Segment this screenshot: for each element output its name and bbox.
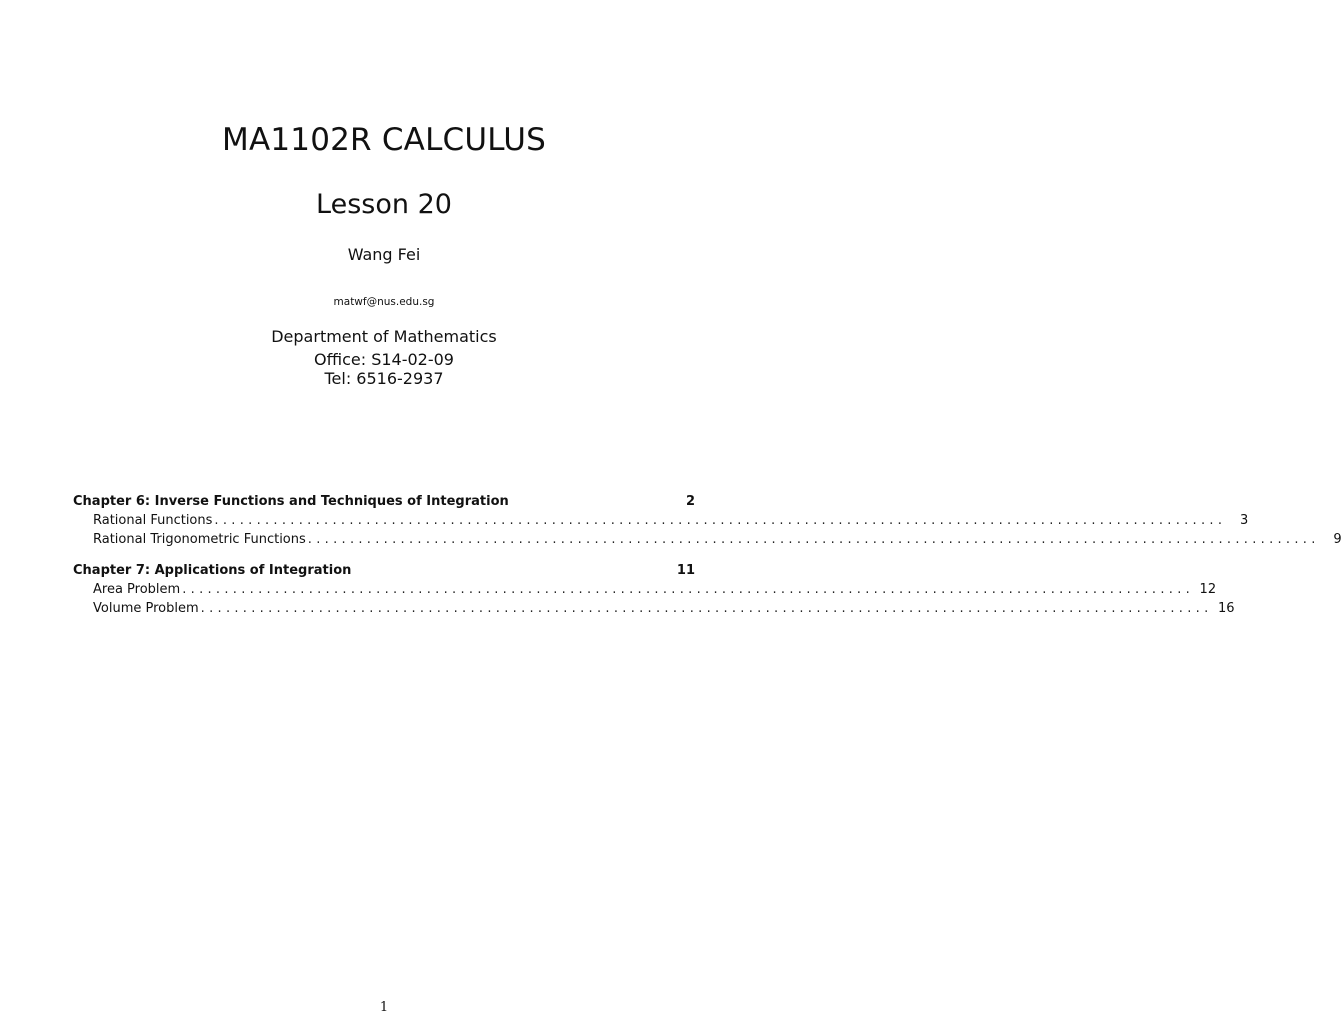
toc-dot-leader: ........................................................................................................................: [182, 582, 1195, 597]
table-of-contents: [73, 492, 1342, 618]
office: Office: S14-02-09: [314, 350, 454, 369]
toc-section-page: 3: [1240, 513, 1249, 528]
toc-section-label: Volume Problem: [93, 601, 199, 616]
toc-section-page: 9: [1333, 532, 1342, 547]
telephone: Tel: 6516-2937: [324, 369, 444, 388]
toc-dot-leader: ........................................................................................................................: [214, 513, 1227, 528]
toc-chapter-7[interactable]: [73, 561, 695, 580]
toc-section-volume-problem[interactable]: [73, 599, 1235, 618]
toc-chapter-6[interactable]: [73, 492, 695, 511]
toc-section-area-problem[interactable]: [73, 580, 1217, 599]
toc-chapter-page: 11: [676, 563, 695, 578]
toc-spacer: [73, 549, 695, 561]
toc-chapter-page: 2: [685, 494, 695, 509]
toc-chapter-label: Chapter 6: Inverse Functions and Techniques of Integration: [73, 494, 509, 509]
toc-dot-leader: ........................................................................................................................: [200, 601, 1213, 616]
toc-dot-leader: ........................................................................................................................: [307, 532, 1320, 547]
page-number: 1: [379, 1000, 389, 1015]
toc-section-label: Area Problem: [93, 582, 181, 597]
toc-section-label: Rational Functions: [93, 513, 213, 528]
toc-section-rational-functions[interactable]: [73, 511, 1249, 530]
toc-section-label: Rational Trigonometric Functions: [93, 532, 306, 547]
lesson-subtitle: Lesson 20: [316, 189, 452, 220]
document-title: MA1102R CALCULUS: [222, 122, 546, 158]
author-name: Wang Fei: [347, 245, 421, 264]
author-email: matwf@nus.edu.sg: [333, 296, 435, 308]
toc-section-rational-trigonometric-functions[interactable]: [73, 530, 1342, 549]
toc-section-page: 12: [1199, 582, 1217, 597]
toc-chapter-label: Chapter 7: Applications of Integration: [73, 563, 352, 578]
department: Department of Mathematics: [271, 327, 497, 346]
toc-section-page: 16: [1217, 601, 1235, 616]
